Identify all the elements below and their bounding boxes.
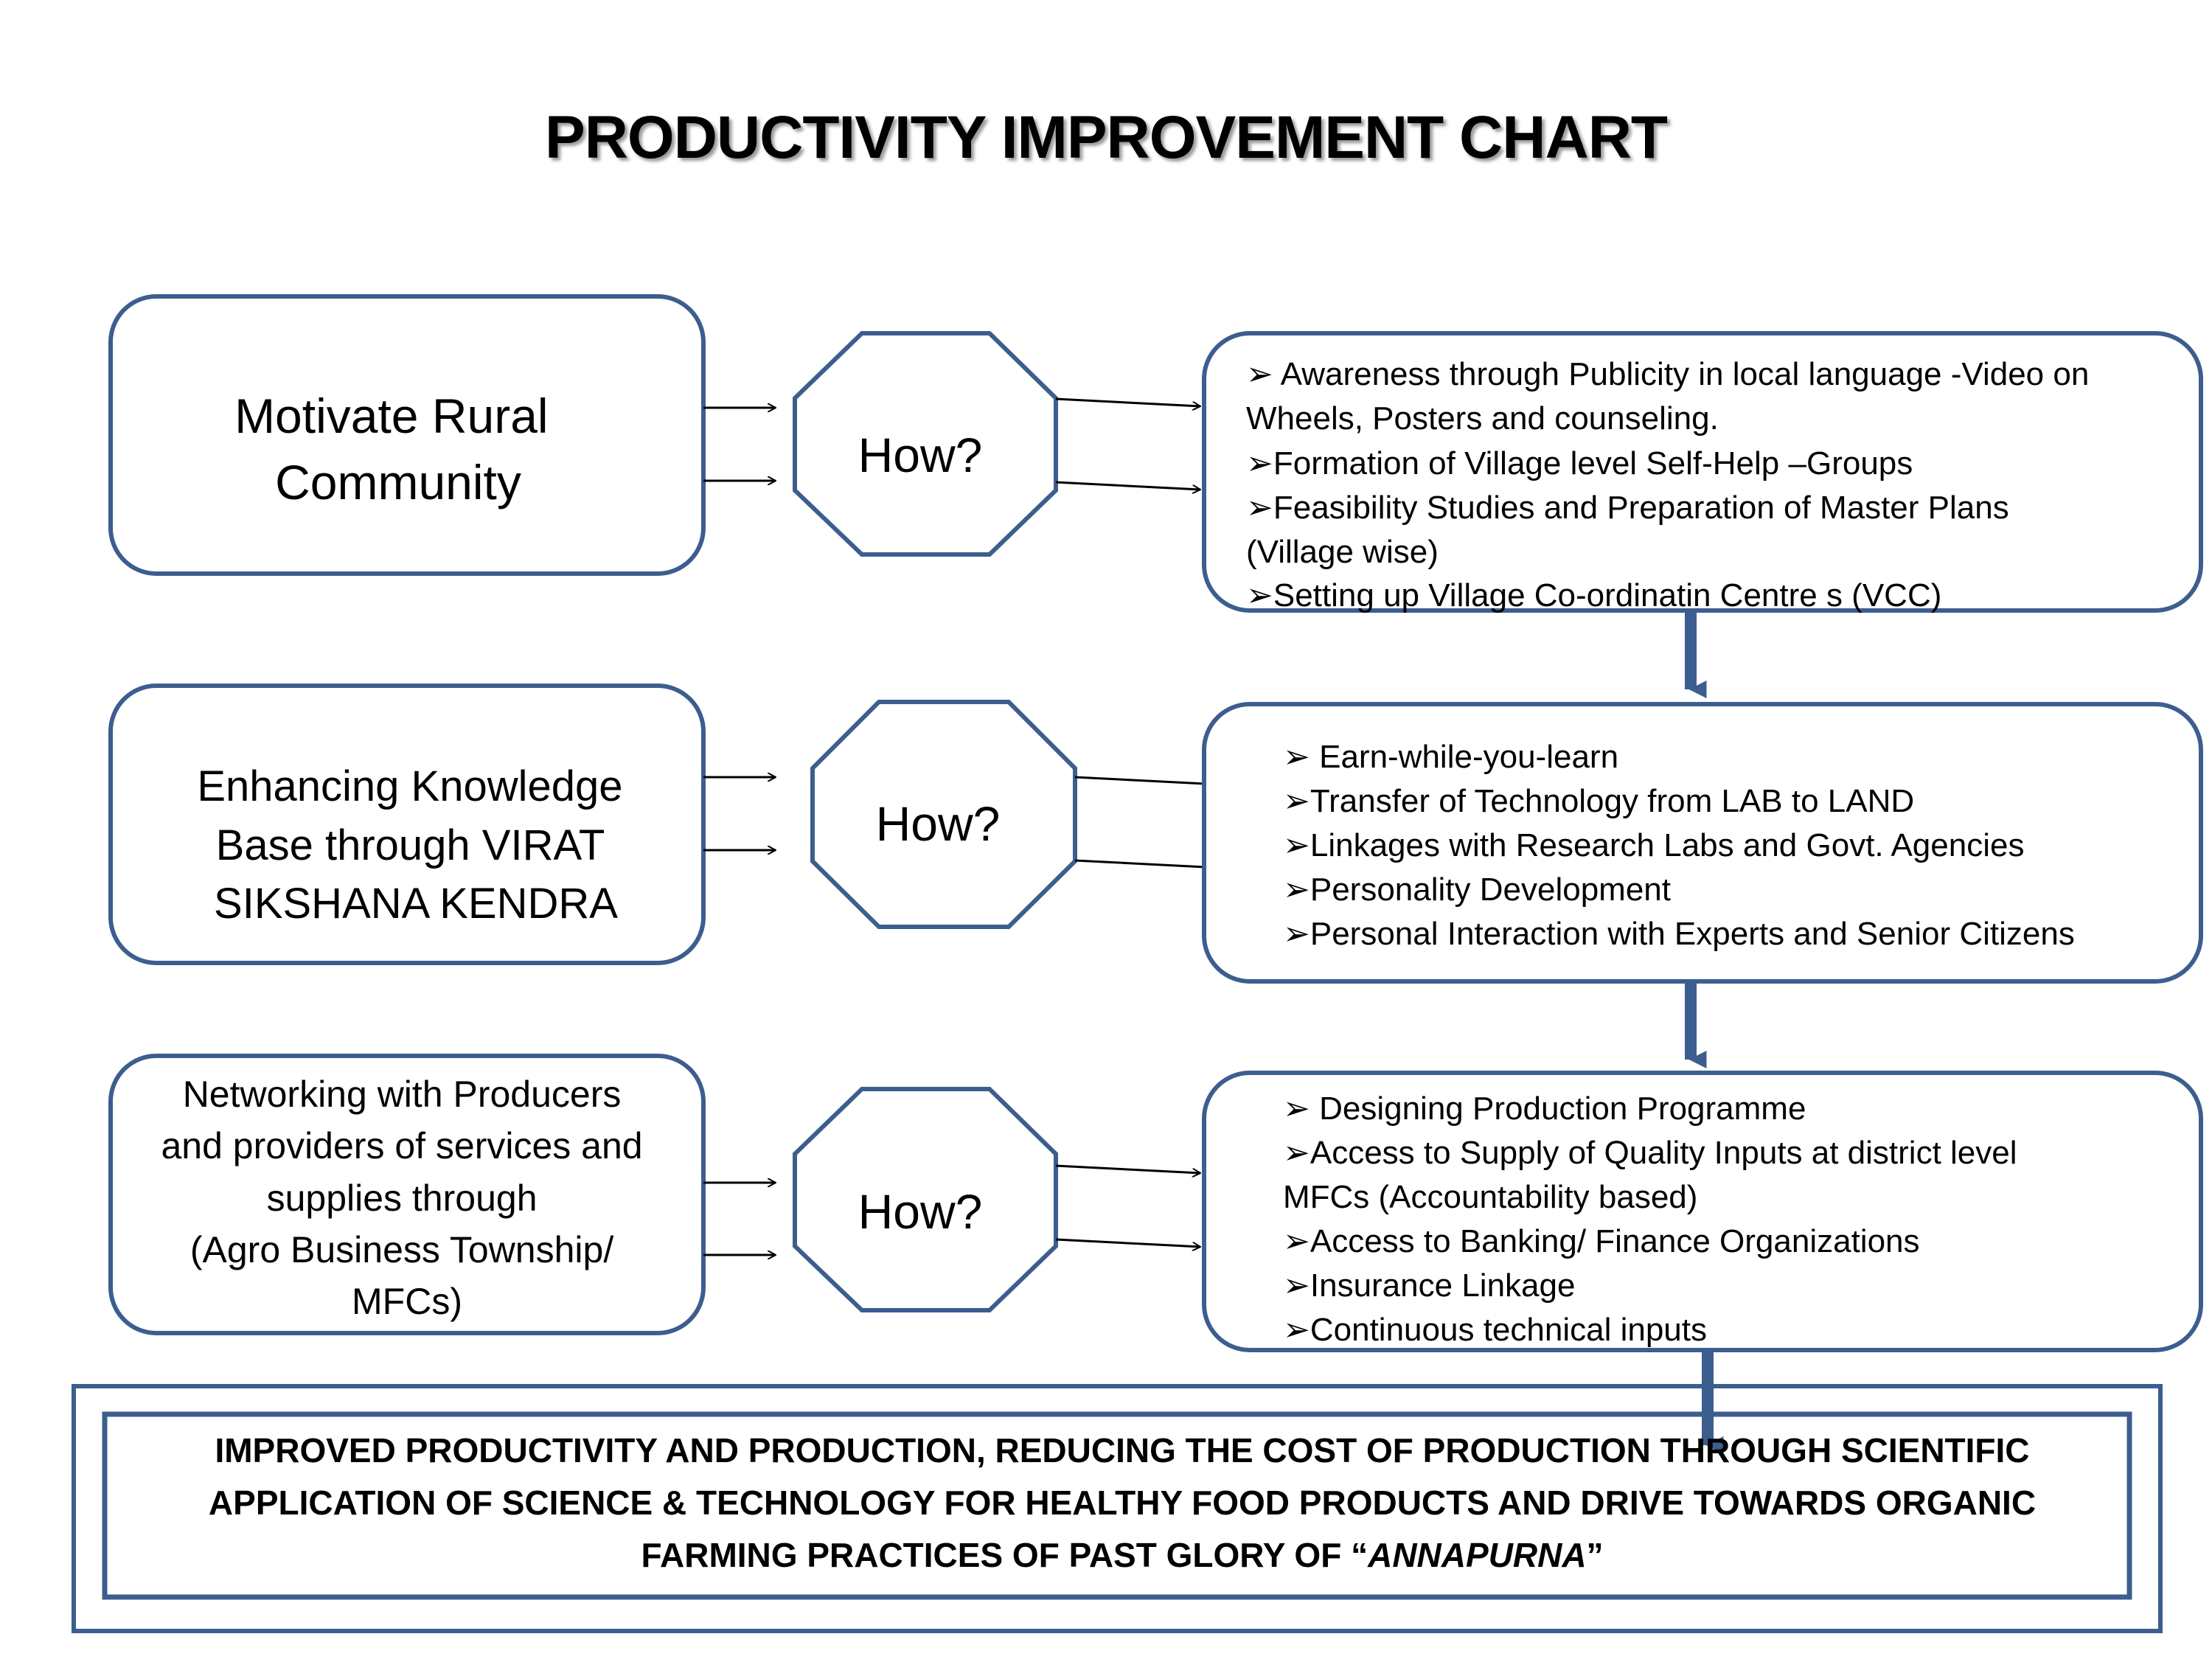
connector-arrow bbox=[1056, 1166, 1200, 1173]
connector-arrow bbox=[1056, 1239, 1200, 1247]
how-label-3: How? bbox=[858, 1184, 983, 1239]
action-item: ➢Feasibility Studies and Preparation of Master Plans bbox=[1246, 490, 2009, 526]
how-label-2: How? bbox=[875, 796, 1001, 851]
action-item: ➢Setting up Village Co-ordinatin Centre s (VCC) bbox=[1246, 577, 1942, 613]
connector-arrow bbox=[1075, 860, 1220, 868]
action-item: ➢Personality Development bbox=[1283, 872, 1672, 908]
action-item: ➢Insurance Linkage bbox=[1283, 1267, 1576, 1304]
chart-title: PRODUCTIVITY IMPROVEMENT CHART bbox=[545, 104, 1667, 171]
action-item: ➢Linkages with Research Labs and Govt. Agencies bbox=[1283, 827, 2025, 863]
outcome-statement bbox=[112, 1425, 2132, 1582]
outcome-line-1: IMPROVED PRODUCTIVITY AND PRODUCTION, REDUCING THE COST OF PRODUCTION THROUGH SCIENTIFIC bbox=[215, 1431, 2030, 1470]
action-item: ➢Continuous technical inputs bbox=[1283, 1312, 1707, 1348]
action-item: ➢ Awareness through Publicity in local language -Video on bbox=[1246, 356, 2090, 392]
action-item: ➢Formation of Village level Self-Help –Groups bbox=[1246, 445, 1913, 481]
action-item: Wheels, Posters and counseling. bbox=[1246, 400, 1719, 437]
action-item: ➢Access to Supply of Quality Inputs at district level bbox=[1283, 1135, 2017, 1171]
action-item: ➢ Designing Production Programme bbox=[1283, 1091, 1806, 1127]
action-item: ➢Transfer of Technology from LAB to LAND bbox=[1283, 783, 1915, 819]
goal-text-2: Enhancing Knowledge Base through VIRAT SIKSHANA KENDRA bbox=[197, 762, 623, 928]
connector-arrow bbox=[1056, 399, 1200, 406]
action-item: ➢ Earn-while-you-learn bbox=[1283, 739, 1619, 775]
action-item: (Village wise) bbox=[1246, 534, 1439, 570]
connector-arrow bbox=[1075, 777, 1220, 785]
outcome-line-2: APPLICATION OF SCIENCE & TECHNOLOGY FOR HEALTHY FOOD PRODUCTS AND DRIVE TOWARDS ORGANIC bbox=[208, 1484, 2037, 1522]
annapurna-emphasis: ANNAPURNA bbox=[1368, 1536, 1587, 1574]
connector-arrow bbox=[1056, 482, 1200, 490]
outcome-line-3: FARMING PRACTICES OF PAST GLORY OF “ANNAPURNA” bbox=[641, 1536, 1604, 1574]
goal-text-3: Networking with Producers and providers of services and supplies through (Agro Business Township/ MFCs) bbox=[161, 1074, 643, 1322]
action-item: MFCs (Accountability based) bbox=[1283, 1179, 1698, 1215]
action-item: ➢Access to Banking/ Finance Organizations bbox=[1283, 1223, 1920, 1259]
how-label-1: How? bbox=[858, 428, 983, 482]
goal-text-1: Motivate Rural Community bbox=[234, 389, 549, 509]
action-item: ➢Personal Interaction with Experts and Senior Citizens bbox=[1283, 916, 2075, 952]
